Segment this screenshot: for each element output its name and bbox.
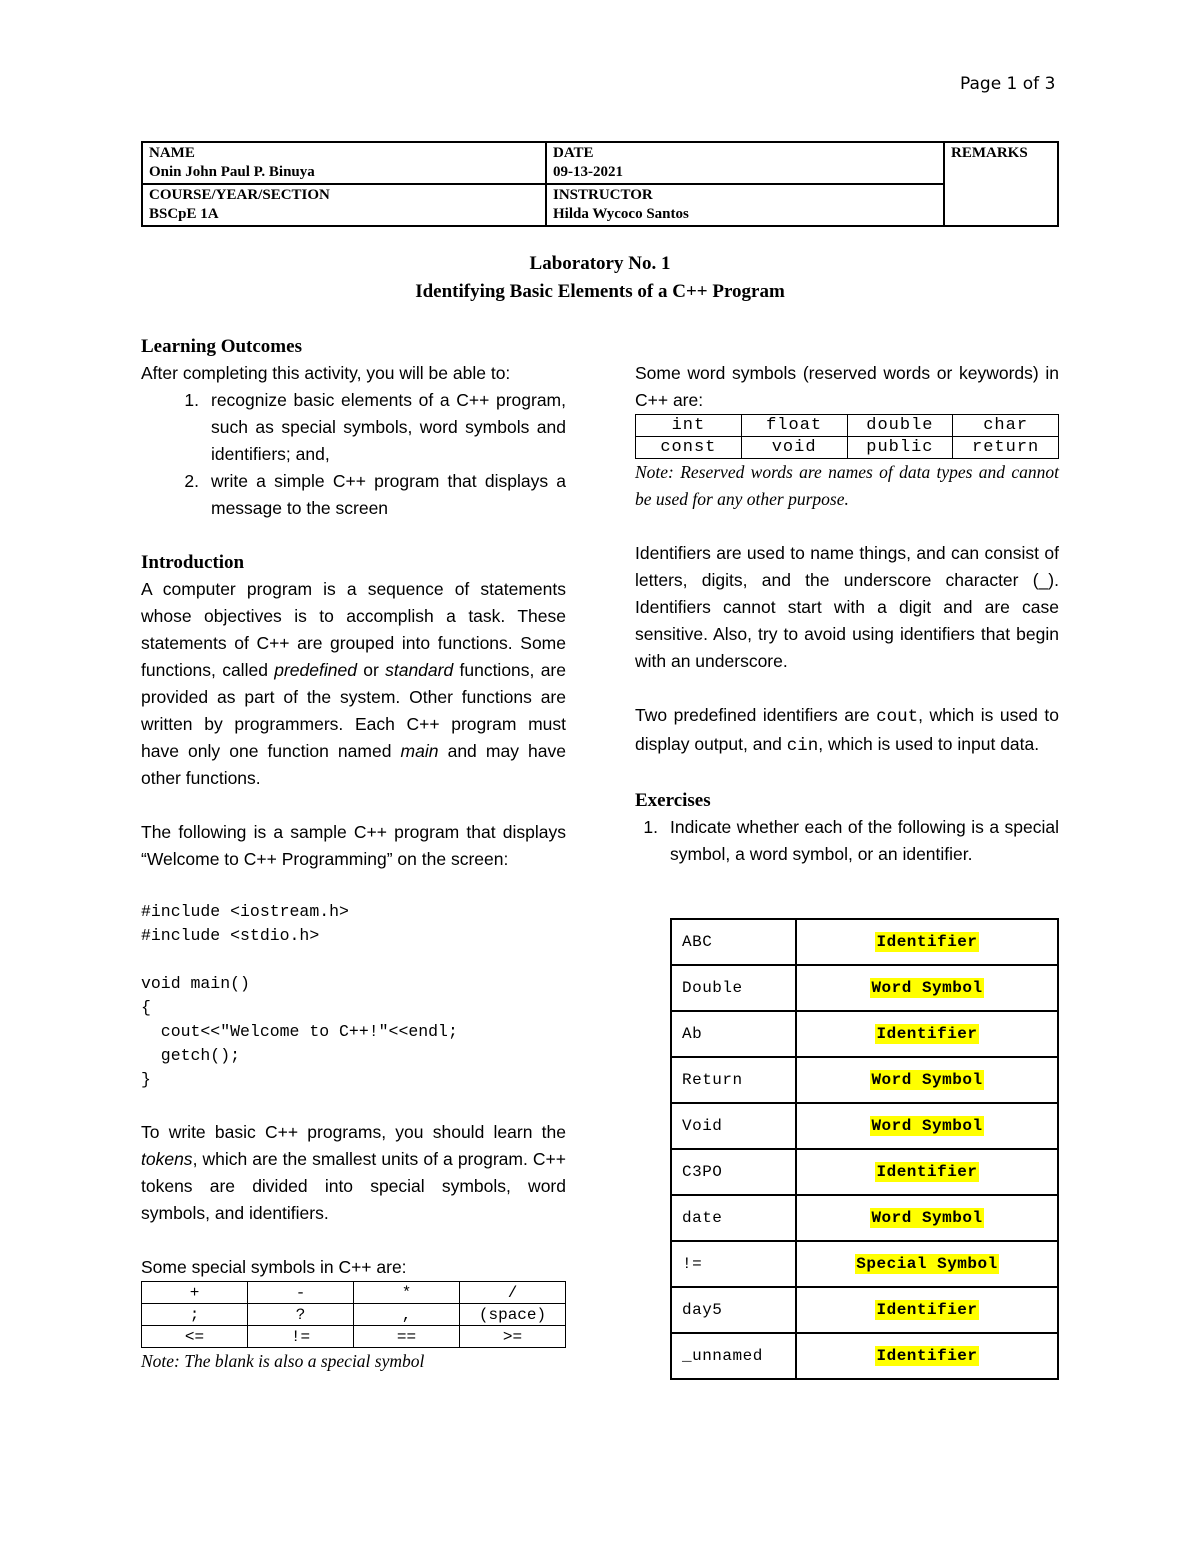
- student-info-table: [141, 141, 1059, 227]
- exercise-answers-table: [670, 918, 1059, 1380]
- answer-cell: [796, 1149, 1058, 1195]
- answer-cell: [796, 1241, 1058, 1287]
- table-cell: void: [741, 437, 847, 459]
- list-item: [141, 387, 566, 468]
- name-label: NAME: [149, 145, 195, 161]
- term-cell: !=: [671, 1241, 796, 1287]
- table-row: [671, 1195, 1058, 1241]
- table-cell: /: [460, 1282, 566, 1304]
- instructor-label: INSTRUCTOR: [553, 187, 653, 203]
- answer-cell: [796, 919, 1058, 965]
- special-symbols-note: Note: The blank is also a special symbol: [141, 1351, 425, 1371]
- learning-outcomes-heading: Learning Outcomes: [141, 336, 302, 357]
- sample-program-paragraph: The following is a sample C++ program that displays “Welcome to C++ Programming” on the screen:: [141, 822, 566, 869]
- instructor-value: Hilda Wycoco Santos: [553, 206, 689, 222]
- answer-highlight: Word Symbol: [871, 1209, 983, 1227]
- table-cell: float: [741, 415, 847, 437]
- remarks-cell: [944, 142, 1058, 226]
- term-cell: Void: [671, 1103, 796, 1149]
- special-symbols-table: [141, 1281, 566, 1348]
- term-cell: C3PO: [671, 1149, 796, 1195]
- course-cell: [142, 184, 546, 226]
- instructor-cell: [546, 184, 944, 226]
- table-row: [671, 919, 1058, 965]
- lab-subtitle: Identifying Basic Elements of a C++ Program: [415, 281, 785, 302]
- term-cell: day5: [671, 1287, 796, 1333]
- term-cell: ABC: [671, 919, 796, 965]
- exercise-text: Indicate whether each of the following is a special symbol, a word symbol, or an identifier.: [670, 817, 1059, 864]
- list-text: recognize basic elements of a C++ program, such as special symbols, word symbols and identifiers; and,: [211, 390, 566, 464]
- table-cell: int: [636, 415, 742, 437]
- tokens-paragraph: To write basic C++ programs, you should learn the tokens, which are the smallest units of a program. C++ tokens are divided into special symbols, word symbols, and identifiers.: [141, 1122, 566, 1223]
- table-cell: >=: [460, 1326, 566, 1348]
- answer-highlight: Word Symbol: [871, 1071, 983, 1089]
- answer-highlight: Identifier: [876, 1301, 978, 1319]
- name-value: Onin John Paul P. Binuya: [149, 164, 315, 180]
- table-cell: ,: [354, 1304, 460, 1326]
- term-cell: _unnamed: [671, 1333, 796, 1379]
- list-number: 1.: [184, 390, 199, 410]
- table-cell: !=: [248, 1326, 354, 1348]
- table-cell: ?: [248, 1304, 354, 1326]
- answer-highlight: Identifier: [876, 1163, 978, 1181]
- right-column: [635, 360, 1059, 868]
- table-row: [671, 1287, 1058, 1333]
- table-cell: double: [847, 415, 953, 437]
- table-cell: const: [636, 437, 742, 459]
- answer-cell: [796, 1195, 1058, 1241]
- lab-title: Laboratory No. 1: [529, 253, 671, 274]
- table-row: [671, 965, 1058, 1011]
- date-cell: [546, 142, 944, 184]
- table-cell: char: [953, 415, 1059, 437]
- answer-cell: [796, 1011, 1058, 1057]
- list-number: 2.: [184, 471, 199, 491]
- exercises-heading: Exercises: [635, 790, 711, 811]
- learning-outcomes-intro: After completing this activity, you will be able to:: [141, 363, 511, 383]
- table-row: [671, 1103, 1058, 1149]
- answer-highlight: Word Symbol: [871, 1117, 983, 1135]
- answer-highlight: Identifier: [876, 1347, 978, 1365]
- table-cell: ;: [142, 1304, 248, 1326]
- list-text: write a simple C++ program that displays a message to the screen: [211, 471, 566, 518]
- table-row: [671, 1149, 1058, 1195]
- list-item: [141, 468, 566, 522]
- table-cell: return: [953, 437, 1059, 459]
- term-cell: Double: [671, 965, 796, 1011]
- table-cell: *: [354, 1282, 460, 1304]
- date-label: DATE: [553, 145, 594, 161]
- table-row: [671, 1057, 1058, 1103]
- remarks-label: REMARKS: [951, 145, 1028, 161]
- table-cell: <=: [142, 1326, 248, 1348]
- introduction-heading: Introduction: [141, 552, 245, 573]
- answer-cell: [796, 1333, 1058, 1379]
- exercise-number: 1.: [643, 817, 658, 837]
- date-value: 09-13-2021: [553, 164, 623, 180]
- answer-cell: [796, 1103, 1058, 1149]
- keywords-table: [635, 414, 1059, 459]
- page-number: Page 1 of 3: [960, 74, 1056, 94]
- answer-highlight: Special Symbol: [856, 1255, 998, 1273]
- course-label: COURSE/YEAR/SECTION: [149, 187, 330, 203]
- identifiers-paragraph: Identifiers are used to name things, and can consist of letters, digits, and the underscore character (_). Identifiers cannot start with a digit and are case sensitive. Also, try to avoid using identifiers that begin with an underscore.: [635, 543, 1059, 671]
- answer-highlight: Word Symbol: [871, 979, 983, 997]
- answer-highlight: Identifier: [876, 933, 978, 951]
- table-cell: +: [142, 1282, 248, 1304]
- term-cell: Ab: [671, 1011, 796, 1057]
- term-cell: Return: [671, 1057, 796, 1103]
- exercise-item: [635, 814, 1059, 868]
- word-symbols-intro: Some word symbols (reserved words or keywords) in C++ are:: [635, 363, 1059, 410]
- table-cell: -: [248, 1282, 354, 1304]
- course-value: BSCpE 1A: [149, 206, 219, 222]
- table-row: [671, 1011, 1058, 1057]
- answer-cell: [796, 965, 1058, 1011]
- reserved-words-note: Note: Reserved words are names of data types and cannot be used for any other purpose.: [635, 462, 1059, 509]
- code-sample: #include <iostream.h> #include <stdio.h> void main() { cout<<"Welcome to C++!"<<endl; getch(); }: [141, 902, 458, 1089]
- predefined-identifiers-paragraph: Two predefined identifiers are cout, which is used to display output, and cin, which is used to input data.: [635, 705, 1059, 756]
- name-cell: [142, 142, 546, 184]
- table-cell: ==: [354, 1326, 460, 1348]
- answer-cell: [796, 1057, 1058, 1103]
- table-row: [671, 1333, 1058, 1379]
- table-cell: (space): [460, 1304, 566, 1326]
- answer-cell: [796, 1287, 1058, 1333]
- term-cell: date: [671, 1195, 796, 1241]
- table-cell: public: [847, 437, 953, 459]
- answer-highlight: Identifier: [876, 1025, 978, 1043]
- intro-paragraph: A computer program is a sequence of statements whose objectives is to accomplish a task. These statements of C++ are grouped into functions. Some functions, called predefined or standard functions, are provided as part of the system. Other functions are written by programmers. Each C++ program must have only one function named main and may have other functions.: [141, 579, 566, 788]
- special-symbols-intro: Some special symbols in C++ are:: [141, 1257, 407, 1277]
- left-column: [141, 333, 566, 1375]
- table-row: [671, 1241, 1058, 1287]
